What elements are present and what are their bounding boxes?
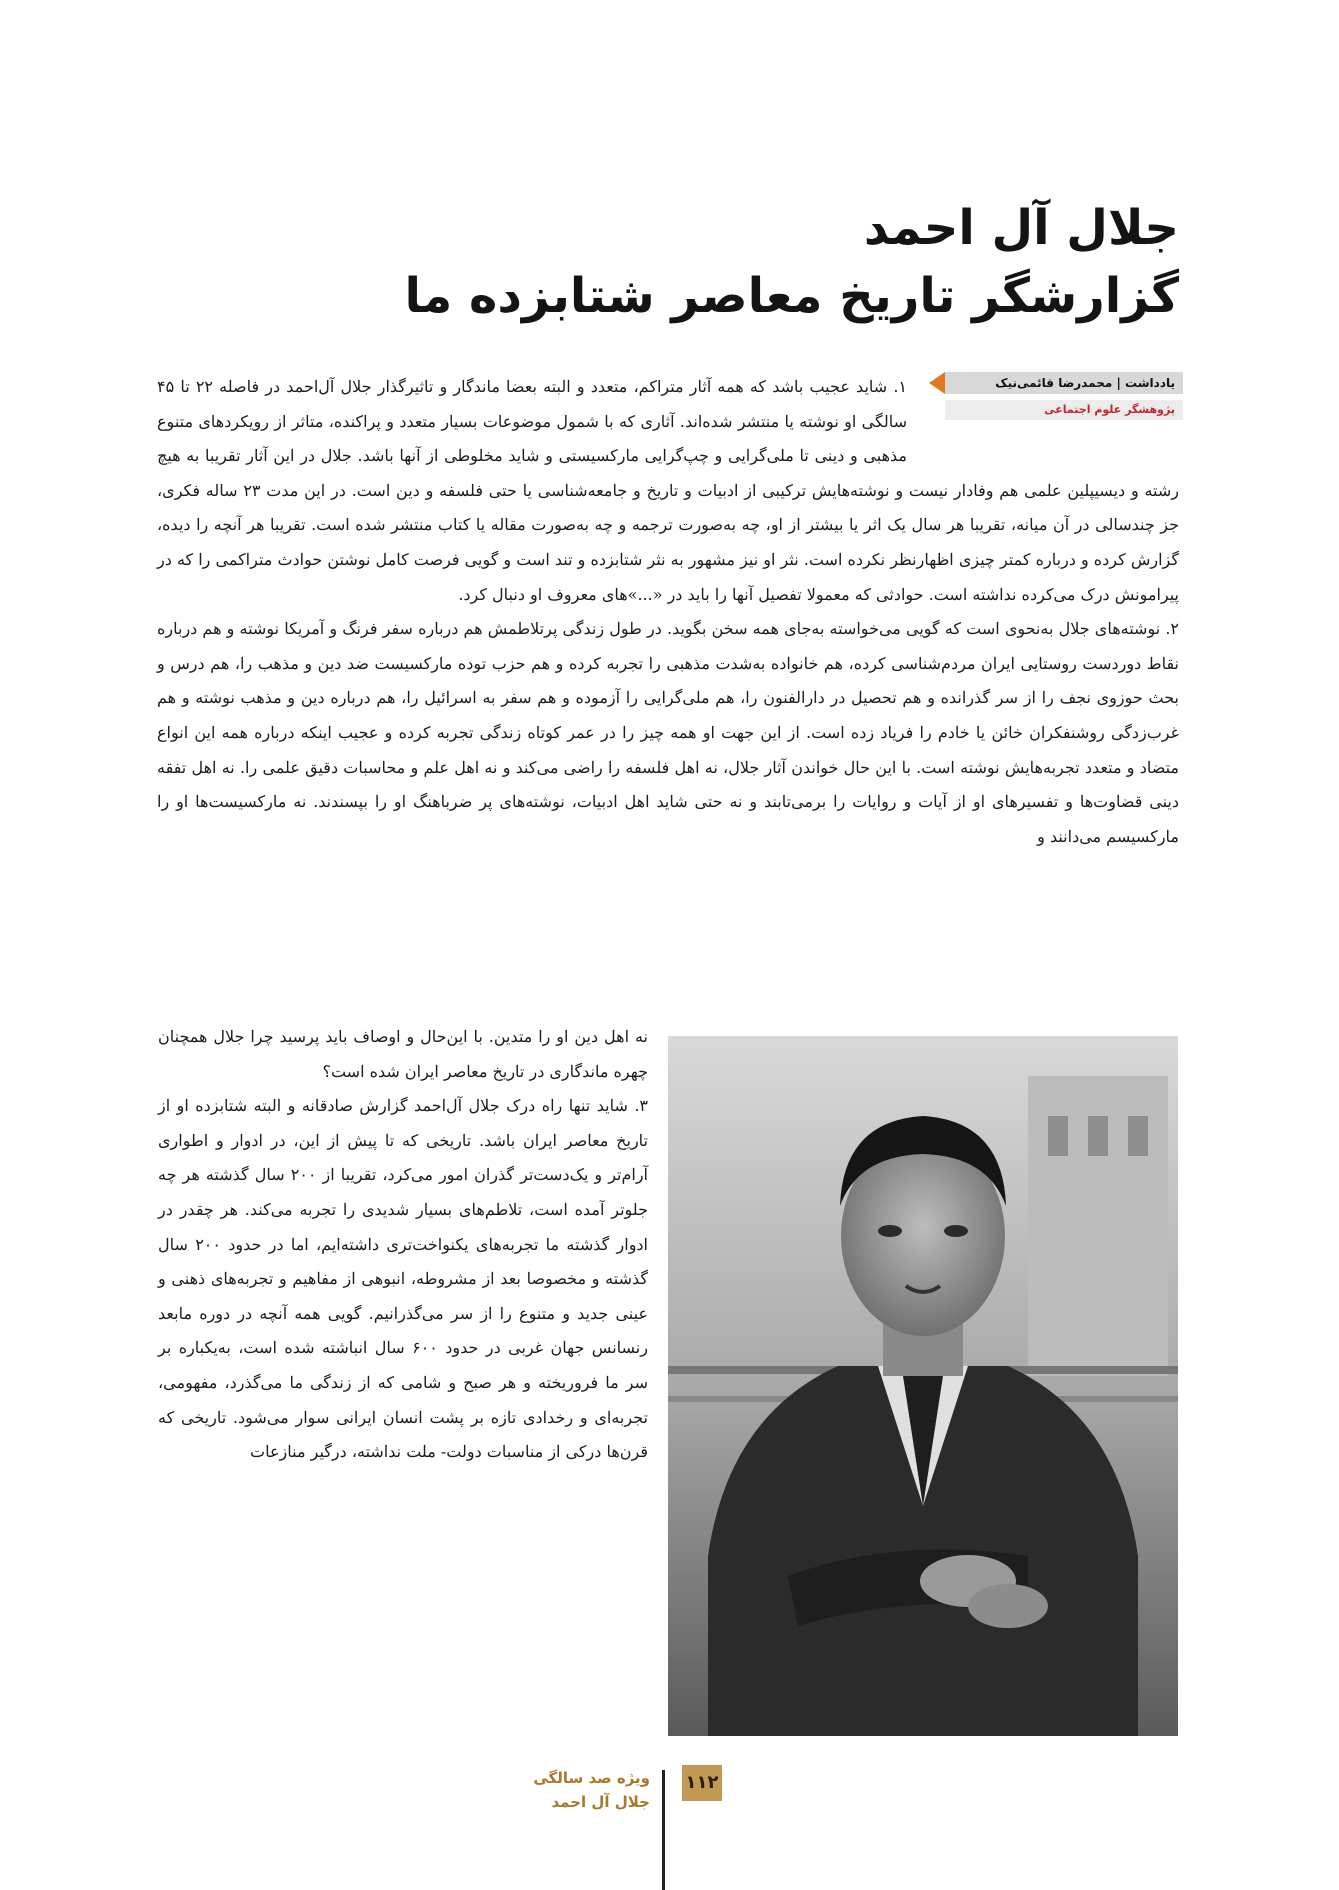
paragraph-3: ۳. شاید تنها راه درک جلال آل‌احمد گزارش صادقانه و البته شتابزده او از تاریخ معاصر ایران باشد. تاریخی که تا پیش از این، در ادوار و اطواری آرام‌تر و یک‌دست‌تر گذران امور می‌کرد، تقریبا از ۲۰۰ سال گذشته هر چه جلوتر آمده است، تلاطم‌های بسیار شدیدی را تجربه می‌کند. هر چقدر در ادوار گذشته ما تجربه‌های یکنواخت‌تری داشته‌ایم، اما در حدود ۲۰۰ سال گذشته و مخصوصا بعد از مشروطه، انبوهی از مفاهیم و تجربه‌های ذهنی و عینی جدید و متنوع را از سر می‌گذرانیم. گویی همه آنچه در دوره مابعد رنسانس جهان غربی در حدود ۶۰۰ سال انباشته شده است، به‌یکباره بر سر ما فروریخته و هر صبح و شامی که از زندگی ما می‌گذرد، مفهومی، تجربه‌ای و رخدادی تازه بر پشت انسان ایرانی سوار می‌شود. تاریخی که قرن‌ها درکی از مناسبات دولت- ملت نداشته، درگیر منازعات	[158, 1096, 649, 1462]
byline-type: یادداشت	[1125, 376, 1175, 390]
section-title-line-2: جلال آل احمد	[551, 1793, 650, 1811]
section-title	[430, 1766, 650, 1814]
article-body-top	[157, 370, 1179, 854]
article-body-side-column	[158, 1020, 648, 1470]
byline-author: محمدرضا قائمی‌نیک	[995, 376, 1113, 390]
portrait-photo	[668, 1036, 1178, 1736]
section-title-line-1: ویژه صد سالگی	[533, 1769, 650, 1787]
article-title-line-2: گزارشگر تاریخ معاصر شتابزده ما	[404, 268, 1179, 324]
page-number: ۱۱۲	[682, 1765, 722, 1801]
paragraph-2-continued: نه اهل دین او را متدین. با این‌حال و اوصاف باید پرسید چرا جلال همچنان چهره ماندگاری در تاریخ معاصر ایران شده است؟	[158, 1027, 648, 1081]
paragraph-1: ۱. شاید عجیب باشد که همه آثار متراکم، متعدد و البته بعضا ماندگار و تاثیرگذار جلال آل‌احمد در فاصله ۲۲ تا ۴۵ سالگی او نوشته یا منتشر شده‌اند. آثاری که با شمول موضوعات بسیار متعدد و پراکنده، متاثر از رویکردهای متنوع مذهبی و دینی تا ملی‌گرایی و چپ‌گرایی مارکسیستی و شاید مخلوطی از آنها باشد. جلال در این آثار تقریبا به هیچ رشته و دیسیپلین علمی هم وفادار نیست و نوشته‌هایش ترکیبی از ادبیات و تاریخ و جامعه‌شناسی یا حتی فلسفه و دین است. در این مدت ۲۳ ساله فکری، جز چندسالی در آن میانه، تقریبا هر سال یک اثر یا بیشتر از او، چه به‌صورت ترجمه و چه به‌صورت مقاله یا کتاب منتشر شده است. تقریبا هر آنچه را دیده، گزارش کرده و درباره کمتر چیزی اظهارنظر نکرده است. نثر او نیز مشهور به نثر شتابزده و تند است و گویی فرصت کامل نوشتن حوادث متراکمی را که در پیرامونش درک می‌کرده نداشته است. حوادثی که معمولا تفصیل آنها را باید در «...»های معروف او دنبال کرد.	[157, 377, 1180, 604]
footer-divider	[662, 1770, 665, 1890]
byline-separator: |	[1116, 376, 1121, 390]
byline-role: پژوهشگر علوم اجتماعی	[945, 400, 1183, 420]
article-title-line-1: جلال آل احمد	[863, 200, 1179, 256]
paragraph-2: ۲. نوشته‌های جلال به‌نحوی است که گویی می‌خواسته به‌جای همه سخن بگوید. در طول زندگی پرتلاطمش هم درباره سفر فرنگ و آمریکا نوشته و هم درباره نقاط دوردست روستایی ایران مردم‌شناسی کرده، هم خانواده به‌شدت مذهبی را تجربه کرده و هم حزب توده مارکسیست ضد دین و مذهب را، هم درس و بحث حوزوی نجف را از سر گذرانده و هم تحصیل در دارالفنون را، هم ملی‌گرایی را آزموده و هم سفر به اسرائیل را، هم درباره دین و مذهب نوشته و هم غرب‌زدگی روشنفکران خائن یا خادم را فریاد زده است. از این جهت او همه چیز را در عمر کوتاه زندگی تجربه کرده و عجیب اینکه درباره همه این انواع متضاد و متعدد تجربه‌هایش نوشته است. با این حال خواندن آثار جلال، نه اهل فلسفه را راضی می‌کند و نه اهل علم و محاسبات دقیق علمی را. نه اهل تفقه دینی قضاوت‌ها و تفسیرهای او از آیات و روایات را برمی‌تابند و نه حتی شاید اهل ادبیات، نوشته‌های پر ضرباهنگ او را بپسندند. نه مارکسیست‌ها او را مارکسیسم می‌دانند و	[157, 619, 1180, 846]
